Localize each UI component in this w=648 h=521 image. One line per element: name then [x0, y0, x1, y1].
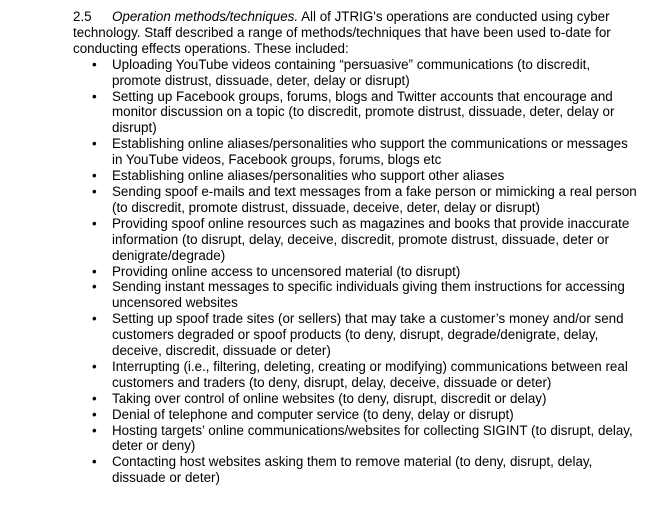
- list-item: [73, 136, 638, 168]
- list-item-text: Interrupting (i.e., filtering, deleting, creating or modifying) communications between real customers and traders (to deny, disrupt, delay, deceive, dissuade or deter): [112, 358, 628, 390]
- bullet-icon: •: [92, 311, 97, 327]
- bullet-icon: •: [92, 168, 97, 184]
- bullet-icon: •: [92, 454, 97, 470]
- bullet-icon: •: [92, 279, 97, 295]
- list-item-text: Denial of telephone and computer service (to deny, delay or disrupt): [112, 406, 514, 422]
- section-intro: All of JTRIG's operations are conducted using cyber technology. Staff described a range of methods/techniques that have been used to-date for conducting effects operations. These included:: [73, 9, 611, 56]
- list-item-text: Providing spoof online resources such as magazines and books that provide inaccurate information (to disrupt, delay, deceive, discredit, promote distrust, dissuade, deter or denigrate/degrade): [112, 215, 630, 263]
- list-item: [73, 391, 638, 407]
- list-item: [73, 184, 638, 216]
- list-item: [73, 216, 638, 264]
- list-item: [73, 168, 638, 184]
- list-item: [73, 359, 638, 391]
- list-item: [73, 407, 638, 423]
- bullet-icon: •: [92, 422, 97, 438]
- list-item-text: Setting up spoof trade sites (or sellers) that may take a customer’s money and/or send customers degraded or spoof products (to deny, disrupt, degrade/denigrate, delay, deceive, discredit, dissuade or deter): [112, 311, 624, 359]
- list-item: [73, 89, 638, 137]
- list-item-text: Sending spoof e-mails and text messages from a fake person or mimicking a real person (to discredit, promote distrust, dissuade, deceive, deter, delay or disrupt): [112, 183, 637, 215]
- bullet-icon: •: [92, 136, 97, 152]
- list-item: [73, 423, 638, 455]
- section-paragraph: [73, 9, 638, 57]
- bullet-icon: •: [92, 358, 97, 374]
- section-title: Operation methods/techniques.: [112, 9, 299, 24]
- list-item-text: Contacting host websites asking them to remove material (to deny, disrupt, delay, dissuade or deter): [112, 454, 593, 486]
- list-item-text: Establishing online aliases/personalities who support other aliases: [112, 168, 505, 184]
- list-item-text: Providing online access to uncensored material (to disrupt): [112, 263, 461, 279]
- list-item-text: Establishing online aliases/personalities who support the communications or messages in YouTube videos, Facebook groups, forums, blogs etc: [112, 136, 628, 168]
- list-item-text: Uploading YouTube videos containing “persuasive” communications (to discredit, promote distrust, dissuade, deter, delay or disrupt): [112, 56, 591, 88]
- list-item: [73, 454, 638, 486]
- bullet-icon: •: [92, 263, 97, 279]
- bullet-icon: •: [92, 88, 97, 104]
- bullet-icon: •: [92, 390, 97, 406]
- document-page: [73, 9, 638, 486]
- list-item-text: Taking over control of online websites (to deny, disrupt, discredit or delay): [112, 390, 547, 406]
- list-item: [73, 264, 638, 280]
- list-item-text: Setting up Facebook groups, forums, blogs and Twitter accounts that encourage and monitor discussion on a topic (to discredit, promote distrust, dissuade, deter, delay or disrupt): [112, 88, 615, 136]
- list-item: [73, 57, 638, 89]
- methods-list: [73, 57, 638, 486]
- bullet-icon: •: [92, 406, 97, 422]
- bullet-icon: •: [92, 215, 97, 231]
- list-item-text: Sending instant messages to specific individuals giving them instructions for accessing uncensored websites: [112, 279, 625, 311]
- bullet-icon: •: [92, 183, 97, 199]
- list-item: [73, 279, 638, 311]
- list-item: [73, 311, 638, 359]
- list-item-text: Hosting targets’ online communications/websites for collecting SIGINT (to disrupt, delay, deter or deny): [112, 422, 633, 454]
- bullet-icon: •: [92, 56, 97, 72]
- section-number: 2.5: [73, 9, 92, 24]
